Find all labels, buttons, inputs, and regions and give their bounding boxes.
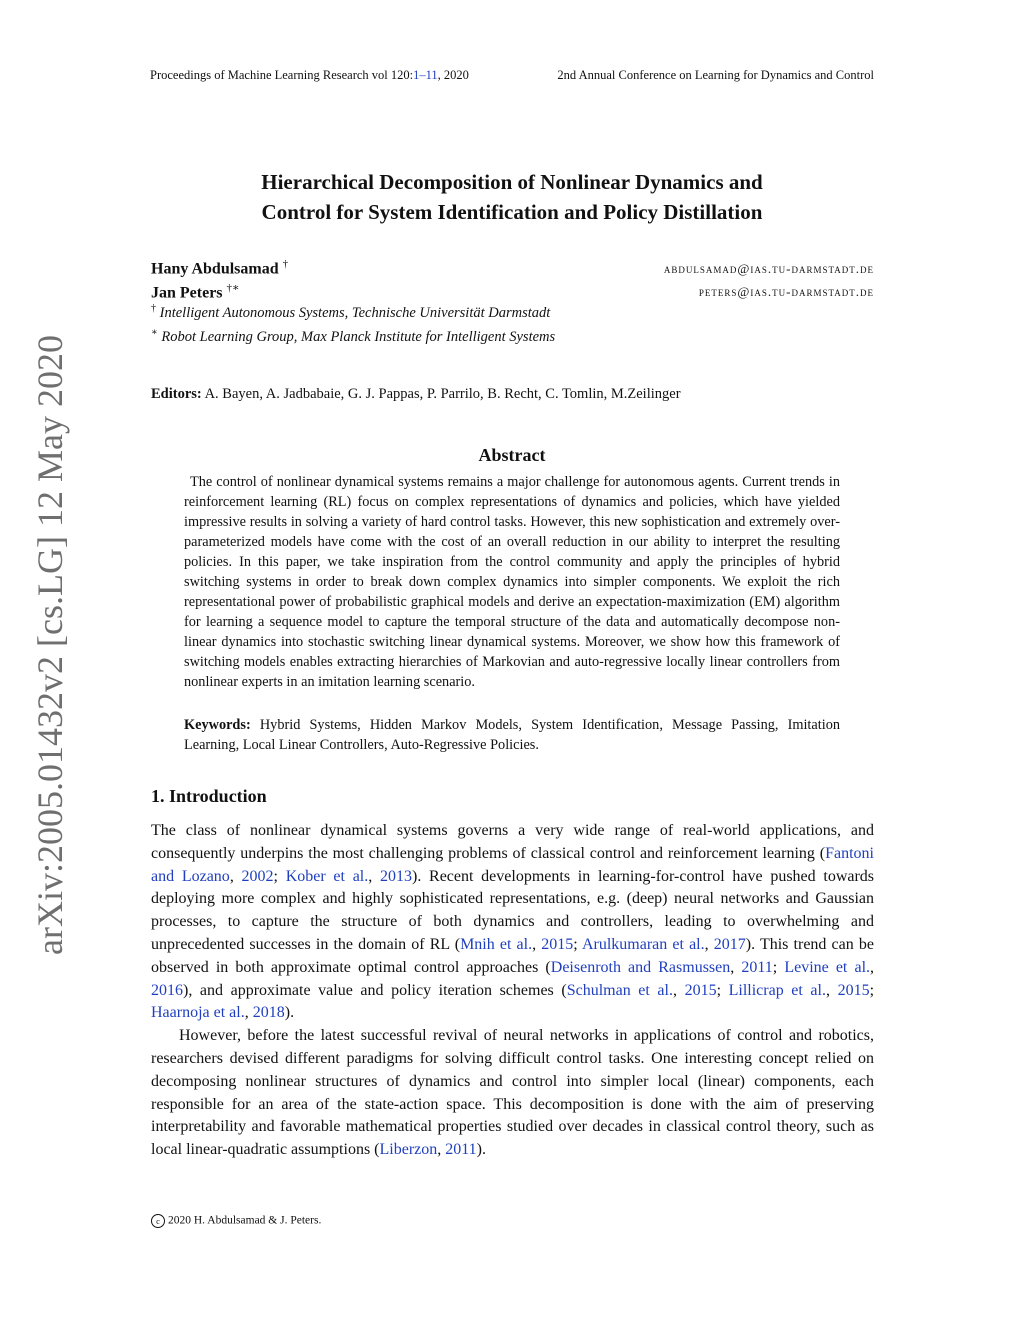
- text-run: ,: [368, 867, 380, 885]
- citation-link[interactable]: 2018: [252, 1004, 285, 1022]
- author-2-email: peters@ias.tu-darmstadt.de: [698, 284, 874, 299]
- citation-link[interactable]: Kober et al.: [285, 867, 369, 885]
- copyright-icon: c: [151, 1214, 165, 1228]
- text-run: ,: [704, 935, 714, 953]
- citation-link[interactable]: 2015: [837, 981, 870, 999]
- affiliation-2: ∗ Robot Learning Group, Max Planck Institute for Intelligent Systems: [151, 327, 556, 345]
- citation-link[interactable]: Liberzon: [379, 1141, 438, 1159]
- text-run: ).: [476, 1141, 486, 1159]
- page-range-link[interactable]: 1–11: [413, 68, 438, 82]
- text-run: ,: [870, 958, 875, 976]
- citation-link[interactable]: 2017: [713, 935, 746, 953]
- author-1: Hany Abdulsamad †: [151, 258, 289, 278]
- text-run: ). This trend can be observed in both approximate optimal control approaches (: [151, 935, 875, 976]
- text-run: ,: [229, 867, 242, 885]
- citation-link[interactable]: Arulkumaran et al.: [581, 935, 705, 953]
- text-run: ;: [869, 981, 875, 999]
- text-run: ,: [437, 1141, 446, 1159]
- running-header-left: Proceedings of Machine Learning Research vol 120:1–11, 2020: [150, 68, 469, 82]
- citation-link[interactable]: Levine et al.: [784, 958, 871, 976]
- text-run: ). Recent developments in learning-for-control have pushed towards deploying more complex and highly sophisticated representations, e.g. (deep) neural networks and Gaussian processes, to capture the structure of both dynamics and controllers, leading to overwhelming and unprecedented successes in the domain of RL (: [151, 867, 875, 953]
- citation-link[interactable]: 2016: [151, 981, 183, 999]
- text-run: ;: [716, 981, 729, 999]
- running-header-right: 2nd Annual Conference on Learning for Dynamics and Control: [557, 68, 874, 82]
- citation-link[interactable]: Deisenroth and Rasmussen: [550, 958, 731, 976]
- paper-title: [150, 167, 874, 227]
- text-run: ;: [573, 935, 582, 953]
- introduction-paragraph-1: [151, 820, 874, 1025]
- introduction-body: [151, 820, 874, 1162]
- citation-link[interactable]: Haarnoja et al.: [151, 1004, 245, 1022]
- citation-link[interactable]: 2013: [379, 867, 412, 885]
- copyright-footer: c 2020 H. Abdulsamad & J. Peters.: [151, 1214, 321, 1228]
- text-run: ,: [825, 981, 838, 999]
- citation-link[interactable]: Lillicrap et al.: [728, 981, 826, 999]
- editors-line: Editors: A. Bayen, A. Jadbabaie, G. J. Pappas, P. Parrilo, B. Recht, C. Tomlin, M.Zeilinger: [151, 386, 681, 402]
- citation-link[interactable]: 2011: [741, 958, 773, 976]
- abstract-heading: Abstract: [478, 445, 546, 465]
- citation-link[interactable]: Schulman et al.: [566, 981, 673, 999]
- author-2: Jan Peters †∗: [151, 282, 240, 302]
- affiliation-1: † Intelligent Autonomous Systems, Technische Universität Darmstadt: [151, 303, 551, 321]
- keywords: Keywords: Hybrid Systems, Hidden Markov Models, System Identification, Message Passing, Imitation Learning, Local Linear Controllers, Auto-Regressive Policies.: [184, 717, 840, 753]
- abstract-body: [184, 472, 840, 692]
- citation-link[interactable]: Fantoni and Lozano: [151, 844, 874, 885]
- citation-link[interactable]: 2011: [445, 1141, 477, 1159]
- paper-title-line-2: Control for System Identification and Policy Distillation: [261, 200, 763, 224]
- text-run: ,: [244, 1004, 253, 1022]
- text-run: ), and approximate value and policy iteration schemes (: [183, 981, 567, 999]
- abstract-text: The control of nonlinear dynamical systems remains a major challenge for autonomous agents. Current trends in reinforcement learning (RL) focus on complex representations of dynamics and policies, which have yielded impressive results in solving a variety of hard control tasks. However, this new sophistication and extremely over-parameterized models have come with the cost of an overall reduction in our ability to interpret the resulting policies. In this paper, we take inspiration from the control community and apply the principles of hybrid switching systems in order to break down complex dynamics into simpler components. We exploit the rich representational power of probabilistic graphical models and derive an expectation-maximization (EM) algorithm for learning a sequence model to capture the temporal structure of the data and automatically decompose non-linear dynamics into stochastic switching linear dynamical systems. Moreover, we show how this framework of switching models enables extracting hierarchies of Markovian and auto-regressive locally linear controllers from nonlinear experts in an imitation learning scenario.: [184, 474, 840, 690]
- author-1-email: abdulsamad@ias.tu-darmstadt.de: [663, 261, 874, 276]
- paper-title-line-1: Hierarchical Decomposition of Nonlinear Dynamics and: [261, 170, 763, 194]
- citation-link[interactable]: 2002: [241, 867, 274, 885]
- section-heading-introduction: 1. Introduction: [151, 786, 267, 806]
- text-run: ,: [532, 935, 542, 953]
- citation-link[interactable]: 2015: [541, 935, 574, 953]
- text-run: ).: [284, 1004, 295, 1022]
- text-run: However, before the latest successful revival of neural networks in applications of control and robotics, researchers devised different paradigms for solving difficult control tasks. One interesting concept relied on decomposing nonlinear structures of dynamics and control into simpler local (linear) components, each responsible for an area of the state-action space. This decomposition is done with the aim of preserving interpretability and favorable mathematical properties studied over decades in classical control theory, such as local linear-quadratic assumptions (: [151, 1027, 874, 1159]
- citation-link[interactable]: Mnih et al.: [460, 935, 533, 953]
- text-run: The class of nonlinear dynamical systems governs a very wide range of real-world applications, and consequently underpins the most challenging problems of classical control and reinforcement learning (: [151, 822, 874, 862]
- citation-link[interactable]: 2015: [684, 981, 717, 999]
- text-run: ;: [772, 958, 785, 976]
- introduction-paragraph-2: [151, 1025, 874, 1162]
- text-run: ;: [273, 867, 286, 885]
- text-run: ,: [730, 958, 742, 976]
- arxiv-stamp-text: arXiv:2005.01432v2 [cs.LG] 12 May 2020: [30, 335, 70, 955]
- text-run: ,: [672, 981, 685, 999]
